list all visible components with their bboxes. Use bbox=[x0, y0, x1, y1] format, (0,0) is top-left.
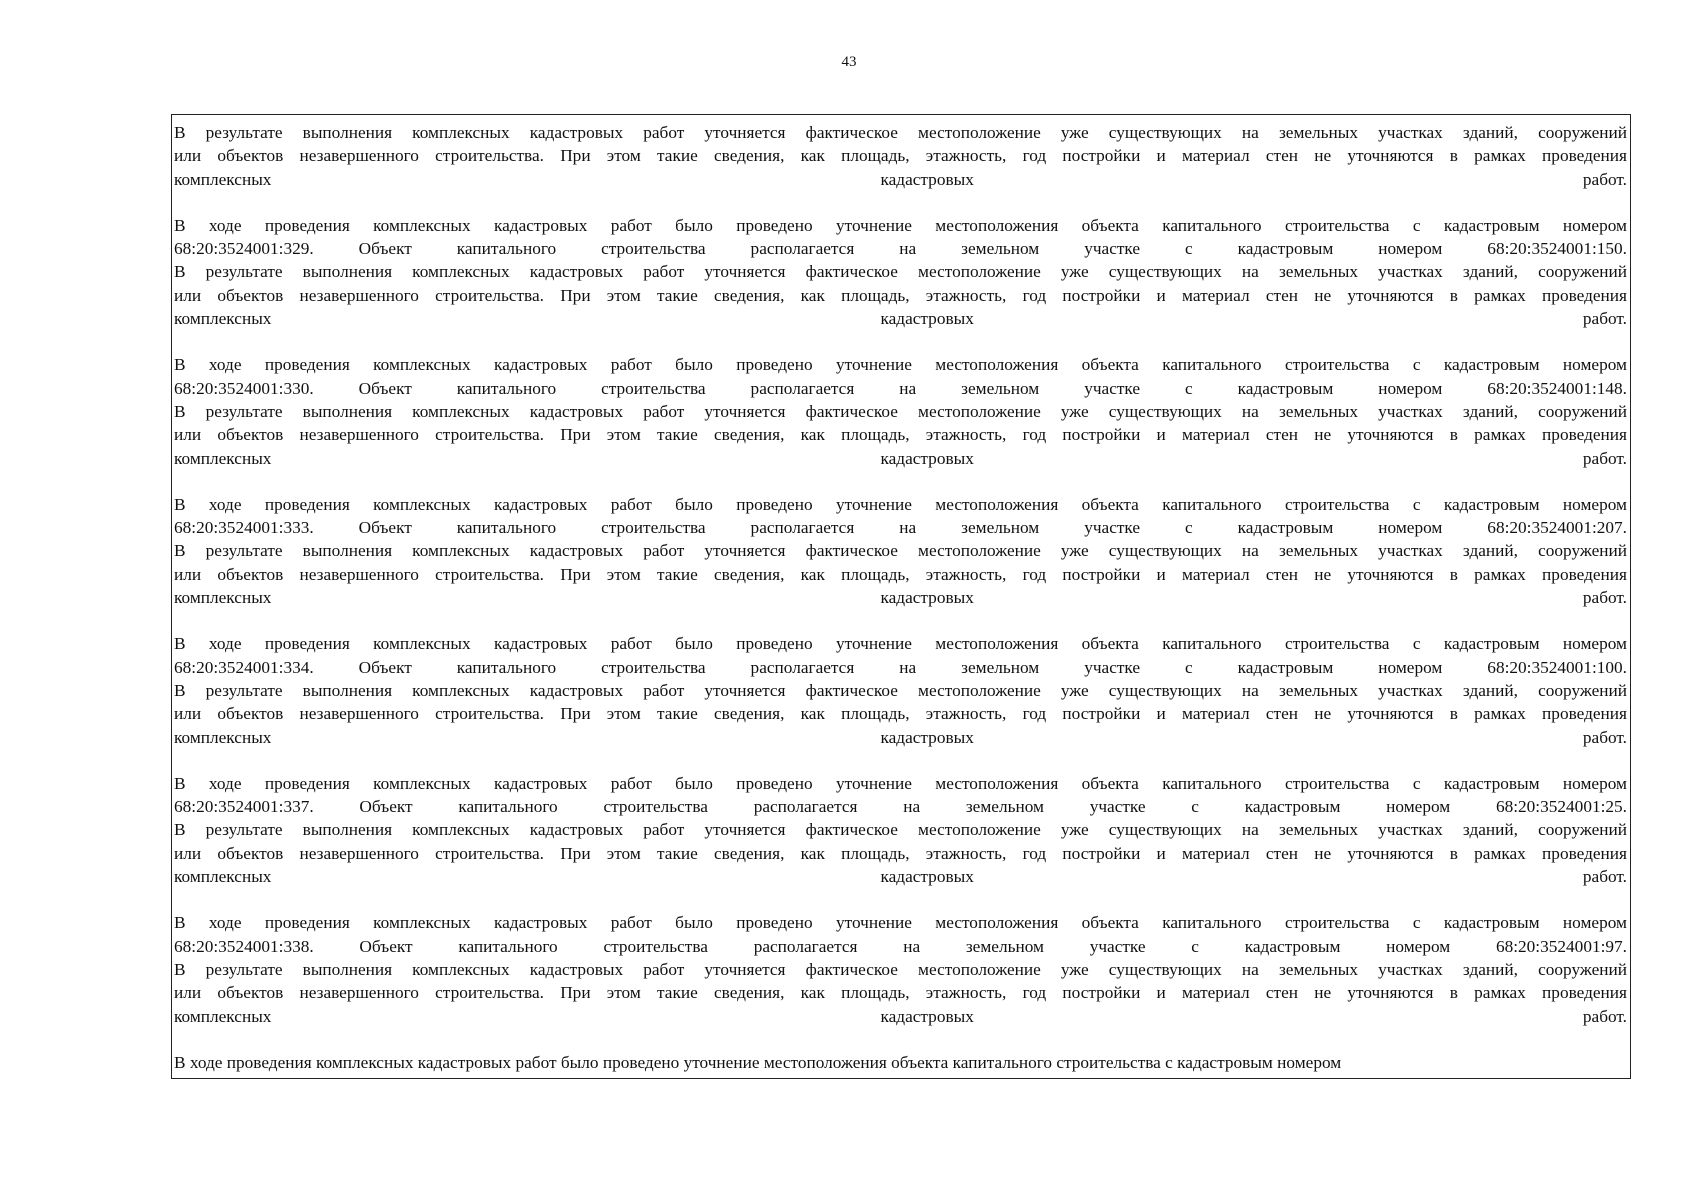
text-line: или объектов незавершенного строительства. При этом такие сведения, как площадь, этажность, год постройки и материал стен не уточняются в рамках проведения bbox=[174, 704, 1627, 724]
text-line: 68:20:3524001:330. Объект капитального строительства располагается на земельном участке с кадастровым номером 68:20:3524001:148. bbox=[174, 378, 1627, 398]
text-line: комплексных кадастровых работ. bbox=[174, 1006, 1627, 1026]
paragraph-block bbox=[172, 121, 1630, 191]
text-line: комплексных кадастровых работ. bbox=[174, 588, 1627, 608]
text-line: В результате выполнения комплексных кадастровых работ уточняется фактическое местоположение уже существующих на земельных участках зданий, сооружений bbox=[174, 680, 1627, 700]
text-line: комплексных кадастровых работ. bbox=[174, 309, 1627, 329]
text-line: или объектов незавершенного строительства. При этом такие сведения, как площадь, этажность, год постройки и материал стен не уточняются в рамках проведения bbox=[174, 146, 1627, 166]
paragraph-block bbox=[172, 353, 1630, 469]
text-line: 68:20:3524001:337. Объект капитального строительства располагается на земельном участке с кадастровым номером 68:20:3524001:25. bbox=[174, 797, 1627, 817]
text-line: 68:20:3524001:329. Объект капитального строительства располагается на земельном участке с кадастровым номером 68:20:3524001:150. bbox=[174, 239, 1627, 259]
text-line: В ходе проведения комплексных кадастровых работ было проведено уточнение местоположения объекта капитального строительства с кадастровым номером bbox=[174, 215, 1627, 235]
text-line: В результате выполнения комплексных кадастровых работ уточняется фактическое местоположение уже существующих на земельных участках зданий, сооружений bbox=[174, 959, 1627, 979]
text-line: 68:20:3524001:334. Объект капитального строительства располагается на земельном участке с кадастровым номером 68:20:3524001:100. bbox=[174, 657, 1627, 677]
text-line: 68:20:3524001:338. Объект капитального строительства располагается на земельном участке с кадастровым номером 68:20:3524001:97. bbox=[174, 936, 1627, 956]
text-line: В результате выполнения комплексных кадастровых работ уточняется фактическое местоположение уже существующих на земельных участках зданий, сооружений bbox=[174, 820, 1627, 840]
text-line: В ходе проведения комплексных кадастровых работ было проведено уточнение местоположения объекта капитального строительства с кадастровым номером bbox=[174, 773, 1627, 793]
text-line: или объектов незавершенного строительства. При этом такие сведения, как площадь, этажность, год постройки и материал стен не уточняются в рамках проведения bbox=[174, 564, 1627, 584]
text-line: или объектов незавершенного строительства. При этом такие сведения, как площадь, этажность, год постройки и материал стен не уточняются в рамках проведения bbox=[174, 285, 1627, 305]
document-text-box bbox=[171, 114, 1631, 1079]
text-line: В результате выполнения комплексных кадастровых работ уточняется фактическое местоположение уже существующих на земельных участках зданий, сооружений bbox=[174, 541, 1627, 561]
text-line: комплексных кадастровых работ. bbox=[174, 169, 1627, 189]
text-line: В ходе проведения комплексных кадастровых работ было проведено уточнение местоположения объекта капитального строительства с кадастровым номером bbox=[174, 494, 1627, 514]
text-line: комплексных кадастровых работ. bbox=[174, 727, 1627, 747]
text-line: В ходе проведения комплексных кадастровых работ было проведено уточнение местоположения объекта капитального строительства с кадастровым номером bbox=[174, 355, 1627, 375]
text-line: комплексных кадастровых работ. bbox=[174, 448, 1627, 468]
paragraph-block bbox=[172, 772, 1630, 888]
paragraph-block bbox=[172, 214, 1630, 330]
text-line: или объектов незавершенного строительства. При этом такие сведения, как площадь, этажность, год постройки и материал стен не уточняются в рамках проведения bbox=[174, 425, 1627, 445]
page-number: 43 bbox=[841, 54, 857, 70]
text-line: В ходе проведения комплексных кадастровых работ было проведено уточнение местоположения объекта капитального строительства с кадастровым номером bbox=[174, 1052, 1342, 1072]
text-line: В результате выполнения комплексных кадастровых работ уточняется фактическое местоположение уже существующих на земельных участках зданий, сооружений bbox=[174, 123, 1627, 142]
paragraph-block bbox=[172, 1051, 1630, 1074]
text-line: или объектов незавершенного строительства. При этом такие сведения, как площадь, этажность, год постройки и материал стен не уточняются в рамках проведения bbox=[174, 983, 1627, 1003]
paragraph-block bbox=[172, 911, 1630, 1027]
text-line: комплексных кадастровых работ. bbox=[174, 867, 1627, 887]
text-line: В ходе проведения комплексных кадастровых работ было проведено уточнение местоположения объекта капитального строительства с кадастровым номером bbox=[174, 634, 1627, 654]
paragraph-block bbox=[172, 493, 1630, 609]
text-line: В результате выполнения комплексных кадастровых работ уточняется фактическое местоположение уже существующих на земельных участках зданий, сооружений bbox=[174, 262, 1627, 282]
text-line: В результате выполнения комплексных кадастровых работ уточняется фактическое местоположение уже существующих на земельных участках зданий, сооружений bbox=[174, 401, 1627, 421]
paragraph-block bbox=[172, 632, 1630, 748]
text-line: или объектов незавершенного строительства. При этом такие сведения, как площадь, этажность, год постройки и материал стен не уточняются в рамках проведения bbox=[174, 843, 1627, 863]
text-line: В ходе проведения комплексных кадастровых работ было проведено уточнение местоположения объекта капитального строительства с кадастровым номером bbox=[174, 913, 1627, 933]
text-line: 68:20:3524001:333. Объект капитального строительства располагается на земельном участке с кадастровым номером 68:20:3524001:207. bbox=[174, 518, 1627, 538]
